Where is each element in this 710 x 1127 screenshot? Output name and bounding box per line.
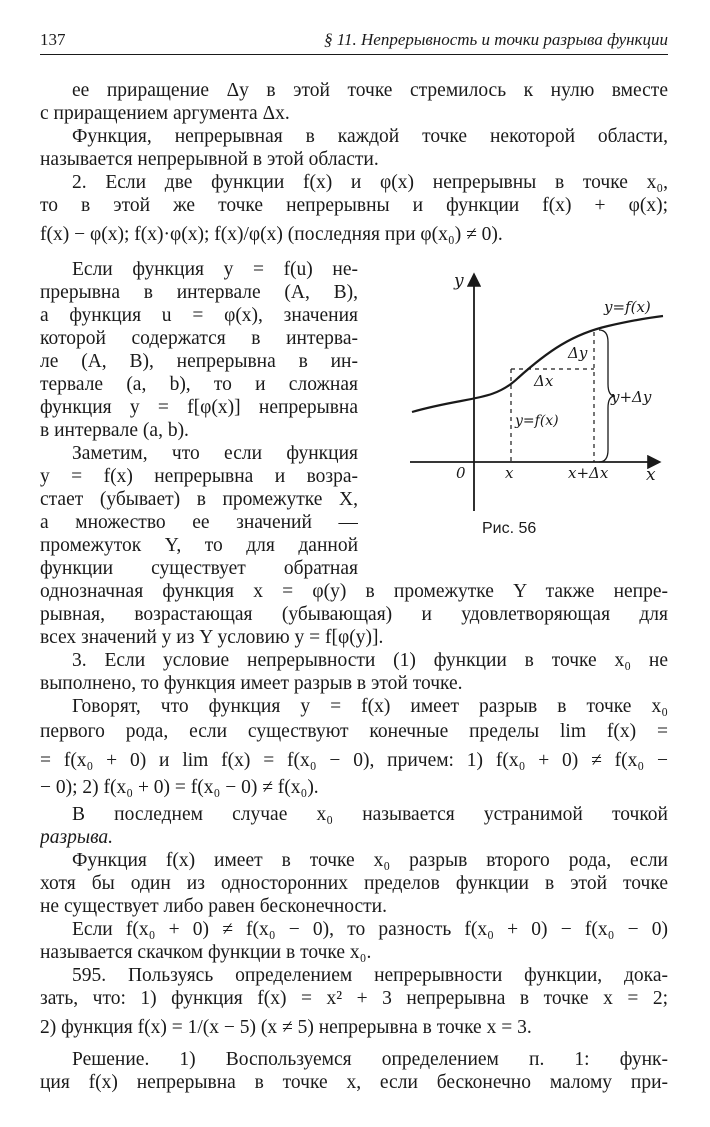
label-x-plus-dx: x+Δx [568,464,609,482]
text-line: 595. Пользуясь определением непрерывности функции, дока- [72,965,668,986]
text-line: которой содержатся в интерва- [40,328,358,349]
text-line: В последнем случае x₀ называется устранимой точкой [72,804,668,825]
text-line: а множество ее значений — [40,512,358,533]
text-line: в интервале (a, b). [40,420,189,441]
text-line: f(x) − φ(x); f(x)·φ(x); f(x)/φ(x) (последняя при φ(x₀) ≠ 0). [40,224,503,245]
text-line: называется скачком функции в точке x₀. [40,942,372,963]
text-line: всех значений y из Y условию y = f[φ(y)]. [40,627,384,648]
label-delta-y: Δy [568,344,588,362]
text-line: Если функция y = f(u) не- [72,259,358,280]
text-line: стает (убывает) в промежутке X, [40,489,358,510]
label-delta-x: Δx [534,372,554,390]
graph-diagram [408,266,670,516]
text-line: рывная, возрастающая (убывающая) и удовлетворяющая для [40,604,668,625]
text-line: Заметим, что если функция [72,443,358,464]
text-line: 2) функция f(x) = 1/(x − 5) (x ≠ 5) непрерывна в точке x = 3. [40,1017,532,1038]
text-line: первого рода, если существуют конечные пределы lim f(x) = [40,721,668,742]
text-line: Функция f(x) имеет в точке x₀ разрыв второго рода, если [72,850,668,871]
label-curve: y=f(x) [604,298,651,316]
label-x-tick: x [505,464,514,482]
text-line: разрыва. [40,827,114,848]
text-line: Решение. 1) Воспользуемся определением п. 1: функ- [72,1049,668,1070]
text-line: однозначная функция x = φ(y) в промежутке Y также непре- [40,581,668,602]
page-header [40,30,668,55]
text-line: 2. Если две функции f(x) и φ(x) непрерывны в точке x₀, [72,172,668,193]
label-ordinate: y=f(x) [515,413,559,429]
text-line: не существует либо равен бесконечности. [40,896,387,917]
text-line: функции существует обратная [40,558,358,579]
text-line: Функция, непрерывная в каждой точке некоторой области, [72,126,668,147]
text-line: называется непрерывной в этой области. [40,149,379,170]
label-x-axis: x [646,465,656,485]
text-line: тервале (a, b), то и сложная [40,374,358,395]
text-line: выполнено, то функция имеет разрыв в этой точке. [40,673,463,694]
text-line: y = f(x) непрерывна и возра- [40,466,358,487]
label-y-plus-dy: y+Δy [611,388,652,406]
page-number: 137 [40,30,66,49]
text-line: = f(x₀ + 0) и lim f(x) = f(x₀ − 0), причем: 1) f(x₀ + 0) ≠ f(x₀ − [40,750,668,771]
label-y-axis: y [454,271,464,291]
text-line: 3. Если условие непрерывности (1) функции в точке x₀ не [72,650,668,671]
text-line: ле (A, B), непрерывна в ин- [40,351,358,372]
text-line: Если f(x₀ + 0) ≠ f(x₀ − 0), то разность f(x₀ + 0) − f(x₀ − 0) [72,919,668,940]
text-line: функция y = f[φ(x)] непрерывна [40,397,358,418]
text-line: зать, что: 1) функция f(x) = x² + 3 непрерывна в точке x = 2; [40,988,668,1009]
text-line: то в этой же точке непрерывны и функции f(x) + φ(x); [40,195,668,216]
section-title: § 11. Непрерывность и точки разрыва функции [324,30,668,49]
text-line: а функция u = φ(x), значения [40,305,358,326]
figure-caption: Рис. 56 [482,520,537,537]
text-line: промежуток Y, то для данной [40,535,358,556]
text-line: ция f(x) непрерывна в точке x, если бесконечно малому при- [40,1072,668,1093]
label-origin: 0 [456,464,466,482]
text-line: хотя бы один из односторонних пределов функции в этой точке [40,873,668,894]
text-line: ее приращение Δy в этой точке стремилось к нулю вместе [72,80,668,101]
text-line: − 0); 2) f(x₀ + 0) = f(x₀ − 0) ≠ f(x₀). [40,777,319,798]
figure-56 [408,266,670,548]
text-line: прерывна в интервале (A, B), [40,282,358,303]
text-line: Говорят, что функция y = f(x) имеет разрыв в точке x₀ [72,696,668,717]
text-line: с приращением аргумента Δx. [40,103,290,124]
